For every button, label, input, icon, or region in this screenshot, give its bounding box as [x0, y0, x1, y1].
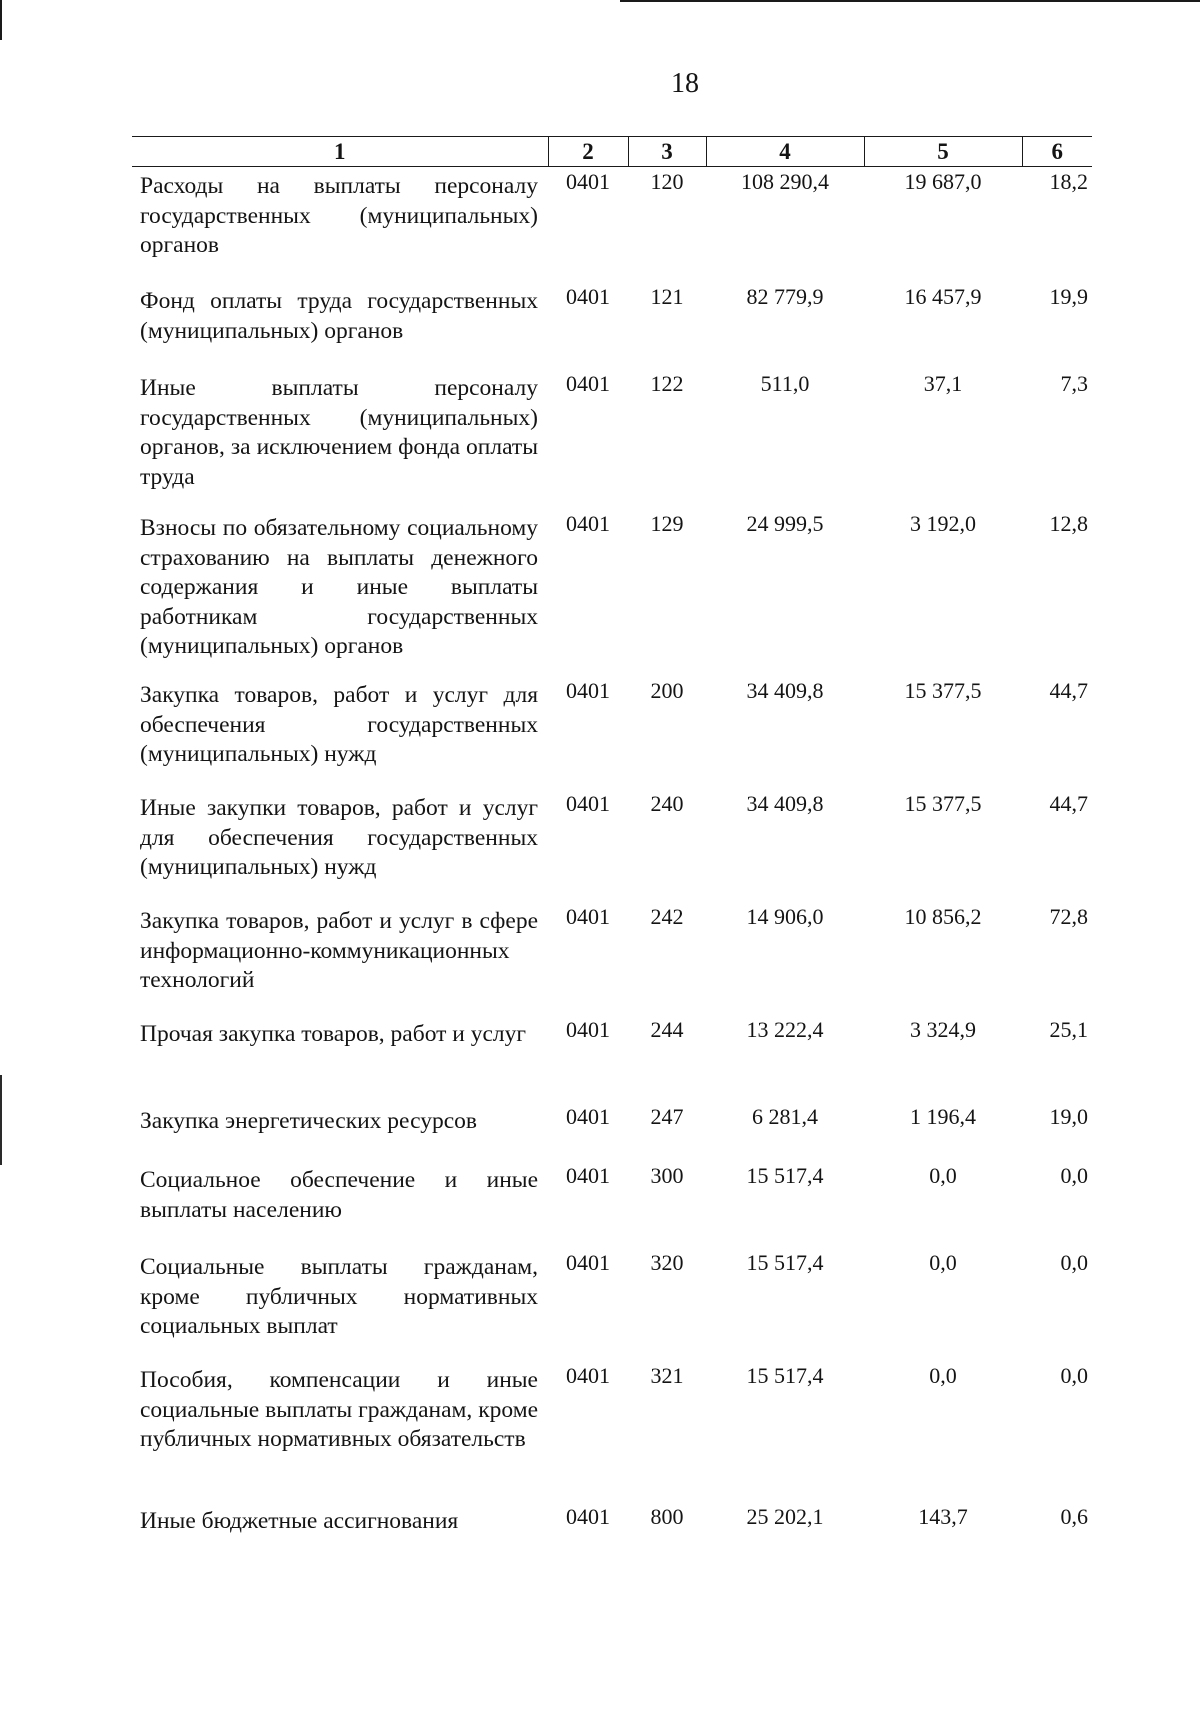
column-header: 1: [132, 137, 548, 167]
row-executed-amount: 3 192,0: [910, 511, 976, 536]
table-row: [132, 1502, 1092, 1557]
table-row: [132, 167, 1092, 283]
row-name: Закупка товаров, работ и услуг в сфере информационно-коммуникационных технологий: [140, 908, 538, 993]
row-executed-amount: 143,7: [918, 1504, 968, 1529]
row-approved-amount: 25 202,1: [746, 1504, 824, 1529]
table-row: [132, 1015, 1092, 1102]
row-percent: 12,8: [1049, 511, 1088, 536]
row-name: Социальное обеспечение и иные выплаты населению: [140, 1167, 538, 1223]
row-approved-amount: 14 906,0: [746, 904, 824, 929]
row-expense-code: 247: [650, 1104, 684, 1129]
row-approved-amount: 34 409,8: [746, 678, 824, 703]
row-section-code: 0401: [566, 1250, 610, 1275]
column-header: 2: [548, 137, 628, 167]
row-percent: 25,1: [1049, 1017, 1088, 1042]
table-row: [132, 1248, 1092, 1361]
row-expense-code: 122: [650, 371, 684, 396]
row-approved-amount: 82 779,9: [746, 284, 824, 309]
row-percent: 44,7: [1049, 791, 1088, 816]
row-section-code: 0401: [566, 1363, 610, 1388]
table-header-row: [132, 137, 1092, 167]
row-expense-code: 129: [650, 511, 684, 536]
row-name: Пособия, компенсации и иные социальные выплаты гражданам, кроме публичных нормативных обязательств: [140, 1367, 538, 1452]
table-body: [132, 167, 1092, 1558]
row-section-code: 0401: [566, 1504, 610, 1529]
scan-edge-left: [0, 1075, 2, 1165]
row-percent: 0,0: [1060, 1250, 1088, 1275]
budget-table: [132, 136, 1092, 1557]
row-name: Расходы на выплаты персоналу государственных (муниципальных) органов: [140, 173, 538, 258]
row-name: Фонд оплаты труда государственных (муниципальных) органов: [140, 288, 538, 344]
row-approved-amount: 511,0: [760, 371, 810, 396]
row-executed-amount: 37,1: [923, 371, 963, 396]
row-section-code: 0401: [566, 791, 610, 816]
row-expense-code: 800: [650, 1504, 684, 1529]
row-name: Иные бюджетные ассигнования: [140, 1508, 459, 1534]
column-header: 5: [864, 137, 1022, 167]
row-executed-amount: 16 457,9: [904, 284, 982, 309]
column-header: 3: [628, 137, 706, 167]
row-percent: 19,0: [1049, 1104, 1088, 1129]
row-section-code: 0401: [566, 169, 610, 194]
table-row: [132, 509, 1092, 676]
row-expense-code: 120: [650, 169, 684, 194]
row-approved-amount: 108 290,4: [741, 169, 829, 194]
row-expense-code: 242: [650, 904, 684, 929]
table-row: [132, 902, 1092, 1015]
row-approved-amount: 15 517,4: [746, 1250, 824, 1275]
row-executed-amount: 0,0: [929, 1363, 957, 1388]
row-percent: 44,7: [1049, 678, 1088, 703]
row-percent: 18,2: [1049, 169, 1088, 194]
table-row: [132, 1161, 1092, 1248]
row-name: Иные закупки товаров, работ и услуг для обеспечения государственных (муниципальных) нужд: [140, 795, 538, 880]
row-approved-amount: 24 999,5: [746, 511, 824, 536]
table-row: [132, 369, 1092, 509]
row-percent: 72,8: [1049, 904, 1088, 929]
scan-edge-left: [0, 0, 2, 40]
row-name: Прочая закупка товаров, работ и услуг: [140, 1021, 527, 1047]
scan-edge-top: [620, 0, 1200, 2]
row-section-code: 0401: [566, 1017, 610, 1042]
row-executed-amount: 10 856,2: [904, 904, 982, 929]
row-approved-amount: 34 409,8: [746, 791, 824, 816]
row-name: Социальные выплаты гражданам, кроме публичных нормативных социальных выплат: [140, 1254, 538, 1339]
row-approved-amount: 15 517,4: [746, 1163, 824, 1188]
column-header: 4: [706, 137, 864, 167]
row-expense-code: 321: [650, 1363, 684, 1388]
row-section-code: 0401: [566, 1163, 610, 1188]
row-executed-amount: 0,0: [929, 1250, 957, 1275]
row-expense-code: 121: [650, 284, 684, 309]
row-percent: 19,9: [1049, 284, 1088, 309]
table-row: [132, 1361, 1092, 1502]
row-percent: 0,0: [1060, 1163, 1088, 1188]
row-name: Иные выплаты персоналу государственных (муниципальных) органов, за исключением фонда оплаты труда: [140, 375, 538, 490]
row-expense-code: 244: [650, 1017, 684, 1042]
row-expense-code: 320: [650, 1250, 684, 1275]
table-row: [132, 676, 1092, 789]
row-executed-amount: 1 196,4: [910, 1104, 976, 1129]
row-expense-code: 300: [650, 1163, 684, 1188]
row-section-code: 0401: [566, 1104, 610, 1129]
row-executed-amount: 15 377,5: [904, 791, 982, 816]
row-section-code: 0401: [566, 511, 610, 536]
row-percent: 7,3: [1060, 371, 1088, 396]
row-percent: 0,6: [1060, 1504, 1088, 1529]
row-approved-amount: 13 222,4: [746, 1017, 824, 1042]
row-executed-amount: 19 687,0: [904, 169, 982, 194]
row-section-code: 0401: [566, 284, 610, 309]
row-percent: 0,0: [1060, 1363, 1088, 1388]
row-name: Закупка энергетических ресурсов: [140, 1108, 477, 1134]
row-expense-code: 240: [650, 791, 684, 816]
table-row: [132, 789, 1092, 902]
page-number: 18: [671, 68, 699, 99]
row-name: Взносы по обязательному социальному страхованию на выплаты денежного содержания и иные выплаты работникам государственных (муниципальных) органов: [140, 515, 538, 659]
row-section-code: 0401: [566, 904, 610, 929]
row-section-code: 0401: [566, 371, 610, 396]
row-approved-amount: 15 517,4: [746, 1363, 824, 1388]
row-name: Закупка товаров, работ и услуг для обеспечения государственных (муниципальных) нужд: [140, 682, 538, 767]
row-approved-amount: 6 281,4: [752, 1104, 818, 1129]
row-executed-amount: 15 377,5: [904, 678, 982, 703]
row-executed-amount: 3 324,9: [910, 1017, 976, 1042]
row-expense-code: 200: [650, 678, 684, 703]
row-executed-amount: 0,0: [929, 1163, 957, 1188]
column-header: 6: [1022, 137, 1092, 167]
row-section-code: 0401: [566, 678, 610, 703]
table-row: [132, 282, 1092, 369]
table-row: [132, 1102, 1092, 1161]
